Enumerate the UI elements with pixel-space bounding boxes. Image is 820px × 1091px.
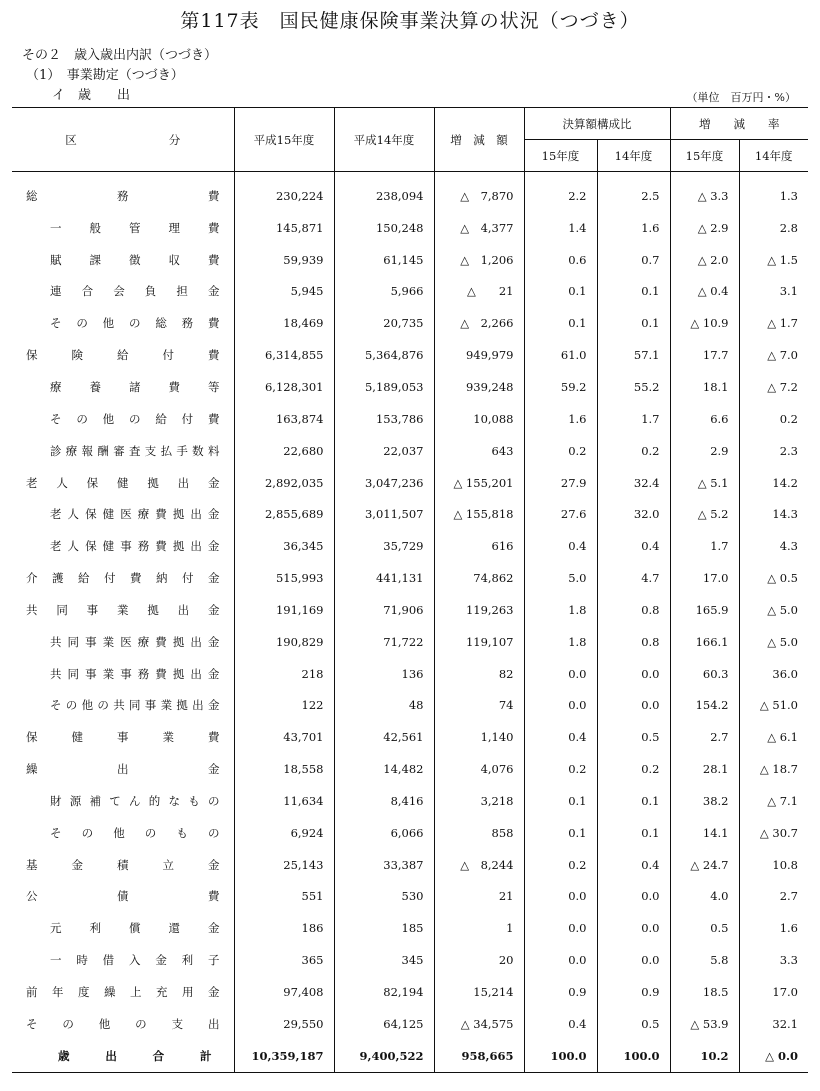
cell-g14: 10.8 [739,849,808,881]
cell-r15: 0.1 [524,785,597,817]
cell-v15: 191,169 [234,594,334,626]
header-diff: 増 減 額 [434,108,524,172]
expenditure-table [12,107,808,1073]
table-row [12,594,808,626]
table-title: 第117表 国民健康保険事業決算の状況（つづき） [180,10,640,32]
row-label [12,785,234,817]
cell-r14: 0.1 [597,307,670,339]
table-row [12,467,808,499]
cell-g14: 0.2 [739,403,808,435]
table-row [12,753,808,785]
row-label-text: 保 健 事 業 費 [26,730,220,745]
row-label-text: 公 債 費 [26,889,220,904]
row-label-text: 保 険 給 付 費 [26,348,220,363]
row-label-text: そ の 他 の 給 付 費 [50,411,220,426]
cell-diff: 1,140 [434,721,524,753]
cell-r15: 0.0 [524,658,597,690]
header-h15: 平成15年度 [234,108,334,172]
cell-r15: 0.0 [524,690,597,722]
cell-g15: 1.7 [670,530,739,562]
row-label [12,753,234,785]
table-row [12,690,808,722]
cell-v14: 35,729 [334,530,434,562]
cell-g14: 2.3 [739,435,808,467]
cell-diff: 74 [434,690,524,722]
header-rate: 増 減 率 [670,108,808,140]
cell-g15: 154.2 [670,690,739,722]
row-label-text: 老 人 保 健 事 務 費 拠 出 金 [50,539,220,554]
table-body [12,172,808,1073]
cell-v14: 5,189,053 [334,371,434,403]
cell-g15: △ 24.7 [670,849,739,881]
cell-v15: 25,143 [234,849,334,881]
row-label-text: 元 利 償 還 金 [50,921,220,936]
cell-v14: 71,722 [334,626,434,658]
table-row [12,371,808,403]
cell-r15: 5.0 [524,562,597,594]
cell-v14: 64,125 [334,1008,434,1040]
cell-r15: 0.1 [524,307,597,339]
table-row [12,912,808,944]
cell-g14: △ 0.5 [739,562,808,594]
row-label-text: 診 療 報 酬 審 査 支 払 手 数 料 [50,443,220,458]
row-label [12,721,234,753]
table-row [12,658,808,690]
cell-v15: 6,314,855 [234,339,334,371]
cell-v14: 82,194 [334,976,434,1008]
row-label-text: そ の 他 の も の [50,825,220,840]
row-label-text: 基 金 積 立 金 [26,857,220,872]
cell-r14: 0.9 [597,976,670,1008]
cell-v15: 36,345 [234,530,334,562]
cell-v14: 42,561 [334,721,434,753]
cell-g15: △ 2.9 [670,212,739,244]
cell-r14: 0.0 [597,658,670,690]
cell-g15: 14.1 [670,817,739,849]
cell-g15: 38.2 [670,785,739,817]
cell-v14: 9,400,522 [334,1040,434,1072]
row-label [12,212,234,244]
cell-diff: △ 8,244 [434,849,524,881]
cell-diff: 643 [434,435,524,467]
cell-r14: 0.0 [597,690,670,722]
cell-g14: △ 1.7 [739,307,808,339]
cell-r15: 0.6 [524,244,597,276]
cell-diff: △ 155,201 [434,467,524,499]
cell-r15: 0.2 [524,849,597,881]
row-label-text: そ の 他 の 総 務 費 [50,316,220,331]
cell-r14: 100.0 [597,1040,670,1072]
header-ratio-15: 15年度 [524,140,597,172]
cell-r14: 0.0 [597,881,670,913]
cell-v15: 186 [234,912,334,944]
row-label [12,244,234,276]
cell-r14: 0.4 [597,530,670,562]
table-row [12,276,808,308]
row-label-text: 老 人 保 健 医 療 費 拠 出 金 [50,507,220,522]
table-row [12,244,808,276]
table-row [12,626,808,658]
cell-diff: 4,076 [434,753,524,785]
table-row [12,849,808,881]
cell-v15: 6,128,301 [234,371,334,403]
cell-r14: 55.2 [597,371,670,403]
cell-diff: 3,218 [434,785,524,817]
cell-g14: 4.3 [739,530,808,562]
cell-r15: 2.2 [524,180,597,212]
cell-g15: △ 2.0 [670,244,739,276]
row-label-text: 歳 出 合 計 [58,1048,212,1063]
cell-v15: 97,408 [234,976,334,1008]
cell-v15: 22,680 [234,435,334,467]
cell-g15: △ 53.9 [670,1008,739,1040]
cell-r14: 57.1 [597,339,670,371]
cell-diff: 15,214 [434,976,524,1008]
cell-v14: 3,011,507 [334,498,434,530]
cell-v14: 441,131 [334,562,434,594]
cell-v14: 238,094 [334,180,434,212]
table-row [12,339,808,371]
cell-g15: 18.1 [670,371,739,403]
row-label-text: 賦 課 徴 収 費 [50,252,220,267]
cell-r15: 0.0 [524,912,597,944]
cell-r14: 0.5 [597,721,670,753]
cell-g14: 1.3 [739,180,808,212]
cell-r14: 0.1 [597,276,670,308]
unit-note: （単位 百万円・%） [686,91,796,104]
cell-g14: 32.1 [739,1008,808,1040]
table-row [12,817,808,849]
cell-r15: 100.0 [524,1040,597,1072]
cell-r15: 27.9 [524,467,597,499]
cell-v15: 230,224 [234,180,334,212]
cell-g14: 17.0 [739,976,808,1008]
cell-r14: 0.0 [597,944,670,976]
cell-r15: 27.6 [524,498,597,530]
cell-r15: 1.6 [524,403,597,435]
cell-v15: 145,871 [234,212,334,244]
cell-v14: 14,482 [334,753,434,785]
cell-diff: 858 [434,817,524,849]
cell-r14: 0.8 [597,626,670,658]
cell-g14: 1.6 [739,912,808,944]
cell-v15: 515,993 [234,562,334,594]
table-row [12,530,808,562]
table-row [12,212,808,244]
table-row [12,180,808,212]
row-label-text: 総 務 費 [26,188,220,203]
table-row [12,1008,808,1040]
cell-r15: 0.2 [524,435,597,467]
row-label [12,562,234,594]
row-label [12,594,234,626]
cell-v15: 551 [234,881,334,913]
cell-g15: △ 3.3 [670,180,739,212]
cell-diff: 958,665 [434,1040,524,1072]
table-row [12,307,808,339]
cell-g15: 28.1 [670,753,739,785]
cell-v15: 43,701 [234,721,334,753]
cell-v14: 150,248 [334,212,434,244]
cell-g15: 17.7 [670,339,739,371]
cell-v15: 6,924 [234,817,334,849]
row-label-text: 共 同 事 業 拠 出 金 [26,602,220,617]
cell-r15: 61.0 [524,339,597,371]
row-label [12,307,234,339]
row-label-text: 共 同 事 業 医 療 費 拠 出 金 [50,634,220,649]
row-label-text: そ の 他 の 支 出 [26,1016,220,1031]
cell-g15: 6.6 [670,403,739,435]
cell-diff: 616 [434,530,524,562]
cell-v15: 59,939 [234,244,334,276]
cell-r14: 0.1 [597,785,670,817]
cell-r14: 1.6 [597,212,670,244]
cell-r14: 0.0 [597,912,670,944]
cell-v14: 22,037 [334,435,434,467]
table-row [12,721,808,753]
cell-g14: △ 5.0 [739,626,808,658]
row-label [12,849,234,881]
cell-diff: 949,979 [434,339,524,371]
cell-r15: 0.9 [524,976,597,1008]
cell-diff: 939,248 [434,371,524,403]
cell-diff: 119,107 [434,626,524,658]
row-label [12,371,234,403]
cell-g14: △ 6.1 [739,721,808,753]
cell-g15: 2.9 [670,435,739,467]
cell-r14: 2.5 [597,180,670,212]
cell-r14: 0.2 [597,435,670,467]
row-label [12,817,234,849]
section-heading: その２ 歳入歳出内訳（つづき） [22,48,218,63]
cell-r14: 32.4 [597,467,670,499]
cell-v15: 18,469 [234,307,334,339]
cell-v15: 218 [234,658,334,690]
cell-v15: 2,855,689 [234,498,334,530]
header-rate-14: 14年度 [739,140,808,172]
cell-diff: 20 [434,944,524,976]
cell-g14: △ 7.1 [739,785,808,817]
cell-r14: 0.7 [597,244,670,276]
cell-g14: 2.7 [739,881,808,913]
cell-r15: 0.4 [524,1008,597,1040]
cell-v14: 33,387 [334,849,434,881]
row-label [12,626,234,658]
cell-r15: 0.4 [524,530,597,562]
cell-g15: 10.2 [670,1040,739,1072]
cell-g14: 3.1 [739,276,808,308]
cell-r14: 0.2 [597,753,670,785]
cell-g15: △ 10.9 [670,307,739,339]
cell-v14: 5,364,876 [334,339,434,371]
header-rate-15: 15年度 [670,140,739,172]
row-label-text: 財 源 補 て ん 的 な も の [50,793,220,808]
cell-g14: 3.3 [739,944,808,976]
cell-v14: 153,786 [334,403,434,435]
cell-r15: 0.4 [524,721,597,753]
cell-r15: 0.2 [524,753,597,785]
cell-r14: 0.5 [597,1008,670,1040]
cell-v15: 29,550 [234,1008,334,1040]
row-label [12,530,234,562]
table-row [12,403,808,435]
cell-g15: 0.5 [670,912,739,944]
cell-r15: 59.2 [524,371,597,403]
cell-g15: △ 5.1 [670,467,739,499]
cell-v14: 3,047,236 [334,467,434,499]
row-label-text: 療 養 諸 費 等 [50,379,220,394]
table-row [12,562,808,594]
row-label [12,435,234,467]
cell-v14: 5,966 [334,276,434,308]
row-label [12,1040,234,1072]
cell-r14: 0.1 [597,817,670,849]
cell-v14: 530 [334,881,434,913]
cell-v15: 18,558 [234,753,334,785]
row-label-text: 共 同 事 業 事 務 費 拠 出 金 [50,666,220,681]
table-row [12,976,808,1008]
cell-r15: 1.4 [524,212,597,244]
row-label [12,467,234,499]
cell-v15: 11,634 [234,785,334,817]
cell-diff: 74,862 [434,562,524,594]
cell-v14: 20,735 [334,307,434,339]
cell-r15: 1.8 [524,626,597,658]
cell-r15: 0.1 [524,817,597,849]
row-label [12,912,234,944]
cell-g15: 2.7 [670,721,739,753]
header-ratio-14: 14年度 [597,140,670,172]
cell-g14: 14.2 [739,467,808,499]
cell-r15: 0.0 [524,881,597,913]
cell-v15: 122 [234,690,334,722]
cell-r14: 0.4 [597,849,670,881]
table-row [12,498,808,530]
table-row [12,785,808,817]
cell-g14: △ 51.0 [739,690,808,722]
cell-r14: 0.8 [597,594,670,626]
cell-g14: △ 7.0 [739,339,808,371]
cell-g15: 165.9 [670,594,739,626]
cell-g15: △ 0.4 [670,276,739,308]
row-label-text: 一 時 借 入 金 利 子 [50,953,220,968]
row-label-text: 連 合 会 負 担 金 [50,284,220,299]
cell-g14: △ 30.7 [739,817,808,849]
header-ratio: 決算額構成比 [524,108,670,140]
cell-g14: 36.0 [739,658,808,690]
row-label [12,498,234,530]
cell-v14: 8,416 [334,785,434,817]
cell-g15: 17.0 [670,562,739,594]
row-label [12,976,234,1008]
cell-v14: 71,906 [334,594,434,626]
cell-v14: 48 [334,690,434,722]
cell-g15: 166.1 [670,626,739,658]
row-label-text: 繰 出 金 [26,762,220,777]
cell-r15: 1.8 [524,594,597,626]
row-label-text: 一 般 管 理 費 [50,220,220,235]
cell-g15: 4.0 [670,881,739,913]
cell-v15: 10,359,187 [234,1040,334,1072]
row-label-text: 前 年 度 繰 上 充 用 金 [26,985,220,1000]
row-label-text: そ の 他 の 共 同 事 業 拠 出 金 [50,698,220,713]
table-row [12,1040,808,1072]
cell-v14: 136 [334,658,434,690]
row-label [12,658,234,690]
cell-r14: 1.7 [597,403,670,435]
row-label [12,881,234,913]
table-row [12,881,808,913]
subsection-heading: （1） 事業勘定（つづき） [26,68,184,83]
cell-g15: 18.5 [670,976,739,1008]
cell-v14: 185 [334,912,434,944]
row-label-text: 老 人 保 健 拠 出 金 [26,475,220,490]
cell-g15: △ 5.2 [670,498,739,530]
category-heading: イ 歳 出 [52,88,131,103]
table-row [12,435,808,467]
cell-g14: 14.3 [739,498,808,530]
cell-g15: 5.8 [670,944,739,976]
cell-g14: △ 5.0 [739,594,808,626]
header-category: 区 分 [12,108,234,172]
row-label [12,1008,234,1040]
cell-diff: △ 1,206 [434,244,524,276]
cell-v14: 6,066 [334,817,434,849]
header-h14: 平成14年度 [334,108,434,172]
cell-v15: 5,945 [234,276,334,308]
row-label [12,403,234,435]
cell-diff: △ 7,870 [434,180,524,212]
cell-g15: 60.3 [670,658,739,690]
cell-diff: △ 21 [434,276,524,308]
cell-v15: 163,874 [234,403,334,435]
cell-v15: 2,892,035 [234,467,334,499]
cell-g14: △ 7.2 [739,371,808,403]
row-label [12,276,234,308]
cell-v14: 61,145 [334,244,434,276]
cell-diff: △ 155,818 [434,498,524,530]
cell-g14: △ 18.7 [739,753,808,785]
cell-v15: 365 [234,944,334,976]
row-label [12,690,234,722]
cell-diff: △ 4,377 [434,212,524,244]
cell-diff: 82 [434,658,524,690]
cell-diff: △ 34,575 [434,1008,524,1040]
cell-g14: 2.8 [739,212,808,244]
row-label [12,180,234,212]
cell-v14: 345 [334,944,434,976]
cell-r14: 32.0 [597,498,670,530]
row-label [12,339,234,371]
table-row [12,944,808,976]
cell-g14: △ 1.5 [739,244,808,276]
row-label-text: 介 護 給 付 費 納 付 金 [26,571,220,586]
cell-diff: 10,088 [434,403,524,435]
cell-g14: △ 0.0 [739,1040,808,1072]
row-label [12,944,234,976]
cell-diff: 119,263 [434,594,524,626]
cell-r15: 0.1 [524,276,597,308]
cell-r14: 4.7 [597,562,670,594]
cell-v15: 190,829 [234,626,334,658]
cell-diff: △ 2,266 [434,307,524,339]
cell-diff: 1 [434,912,524,944]
cell-diff: 21 [434,881,524,913]
cell-r15: 0.0 [524,944,597,976]
